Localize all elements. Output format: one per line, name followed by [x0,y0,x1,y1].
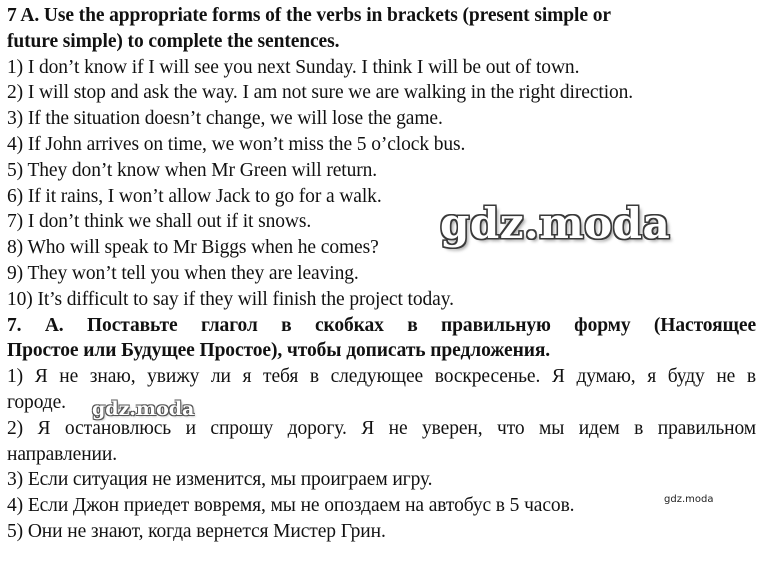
russian-sentence-1: 1) Я не знаю, увижу ли я тебя в следующее воскресенье. Я думаю, я буду не в [7,366,756,388]
russian-heading-line-1: 7. А. Поставьте глагол в скобках в правильную форму (Настоящее [7,314,756,336]
exercise-heading-line-2: future simple) to complete the sentences. [7,30,340,52]
english-sentence-3: 3) If the situation doesn’t change, we will lose the game. [7,108,443,130]
russian-sentence-2: 2) Я остановлюсь и спрошу дорогу. Я не уверен, что мы идем в правильном [7,417,756,439]
watermark-large: gdz.moda [440,199,671,248]
exercise-page [7,3,756,545]
russian-sentence-5: 5) Они не знают, когда вернется Мистер Грин. [7,520,386,542]
exercise-heading-line-1: 7 A. Use the appropriate forms of the verbs in brackets (present simple or [7,5,611,26]
english-sentence-2: 2) I will stop and ask the way. I am not sure we are walking in the right direction. [7,82,634,104]
english-sentence-6: 6) If it rains, I won’t allow Jack to go for a walk. [7,185,382,207]
english-section [7,3,756,313]
english-sentence-10: 10) It’s difficult to say if they will finish the project today. [7,288,454,310]
russian-sentence-1-continued: городе. [7,391,66,413]
russian-sentence-2-continued: направлении. [7,443,117,465]
english-sentence-9: 9) They won’t tell you when they are leaving. [7,262,359,284]
russian-section [7,313,756,545]
english-sentence-1: 1) I don’t know if I will see you next Sunday. I think I will be out of town. [7,56,580,78]
russian-heading-line-2: Простое или Будущее Простое), чтобы дописать предложения. [7,340,551,362]
english-sentence-8: 8) Who will speak to Mr Biggs when he comes? [7,237,379,259]
watermark-medium: gdz.moda [92,398,195,420]
russian-sentence-3: 3) Если ситуация не изменится, мы проиграем игру. [7,469,433,491]
russian-sentence-4: 4) Если Джон приедет вовремя, мы не опоздаем на автобус в 5 часов. [7,495,575,517]
english-sentence-7: 7) I don’t think we shall out if it snows. [7,211,312,233]
english-sentence-5: 5) They don’t know when Mr Green will return. [7,159,378,181]
english-sentence-4: 4) If John arrives on time, we won’t miss the 5 o’clock bus. [7,133,466,155]
watermark-small: gdz.moda [664,494,714,505]
